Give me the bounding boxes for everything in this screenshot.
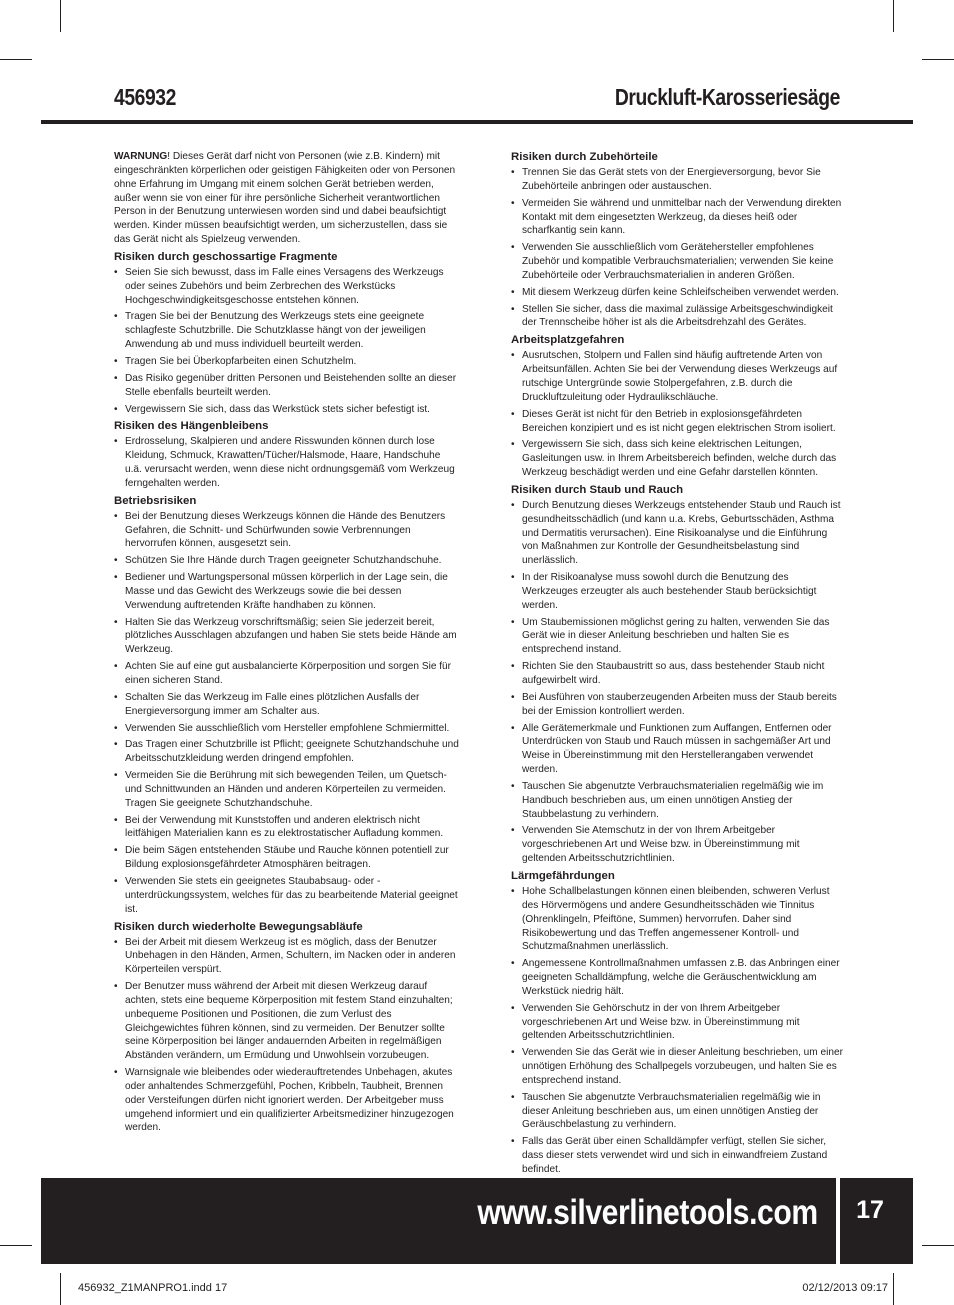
list-item-text: Schalten Sie das Werkzeug im Falle eines plötzlichen Ausfalls der Energieversorgung immer am Schalter aus.	[125, 691, 420, 717]
bullet-icon: •	[511, 1091, 515, 1103]
header-rule	[41, 120, 913, 124]
bullet-icon: •	[114, 403, 118, 415]
list-item-text: Seien Sie sich bewusst, dass im Falle eines Versagens des Werkzeugs oder seines Zubehörs und beim Zerbrechen des Werkstücks Hochgeschwindigkeitsgeschosse entstehen können.	[125, 266, 444, 306]
list-item	[511, 722, 846, 777]
bullet-icon: •	[114, 814, 118, 826]
bullet-icon: •	[114, 691, 118, 703]
list-item-text: Bei der Benutzung dieses Werkzeugs können die Hände des Benutzers Gefahren, die Schnitt- und Schürfwunden sowie Verbrennungen hervorrufen können, ausgesetzt sein.	[125, 510, 446, 550]
bullet-icon: •	[511, 286, 515, 298]
crop-mark	[60, 1273, 61, 1305]
list-item	[511, 349, 846, 404]
crop-mark	[893, 0, 894, 32]
section-heading: Risiken des Hängenbleibens	[114, 420, 269, 433]
left-sections	[114, 250, 459, 1135]
list-item	[114, 435, 459, 490]
list-item	[114, 372, 459, 400]
model-number: 456932	[114, 84, 176, 110]
list-item	[114, 310, 459, 352]
list-item	[511, 885, 846, 954]
bullet-icon: •	[114, 661, 118, 673]
list-item-text: Dieses Gerät ist nicht für den Betrieb in explosionsgefährdeten Bereichen konzipiert und es ist nicht gegen elektrischen Strom isoliert.	[522, 408, 836, 434]
bullet-icon: •	[114, 372, 118, 384]
list-item-text: Verwenden Sie Gehörschutz in der von Ihrem Arbeitgeber vorgeschriebenen Art und Weise bzw. in Übereinstimmung mit geltenden Arbeitsschutzrichtlinien.	[522, 1002, 800, 1042]
list-item-text: Vergewissern Sie sich, dass sich keine elektrischen Leitungen, Gasleitungen usw. in Ihrem Arbeitsbereich befinden, welche durch das Werkzeug beschädigt werden und eine Gefahr darstellen könnten.	[522, 439, 837, 479]
list-item	[114, 660, 459, 688]
bullet-icon: •	[511, 885, 515, 897]
bullet-icon: •	[114, 572, 118, 584]
page-header	[114, 84, 840, 116]
section-heading: Lärmgefährdungen	[511, 869, 615, 882]
list-item	[114, 936, 459, 978]
section-heading: Risiken durch geschossartige Fragmente	[114, 250, 338, 263]
bullet-icon: •	[511, 242, 515, 254]
crop-mark	[0, 59, 32, 60]
list-item	[114, 510, 459, 552]
bullet-icon: •	[114, 770, 118, 782]
bullet-list	[114, 510, 459, 917]
list-item-text: Verwenden Sie stets ein geeignetes Staubabsaug- oder -unterdrückungssystem, welches für das zu bearbeitende Material geeignet ist.	[125, 875, 458, 915]
product-title: Druckluft-Karosseriesäge	[614, 84, 840, 110]
list-item-text: Schützen Sie Ihre Hände durch Tragen geeigneter Schutzhandschuhe.	[125, 555, 442, 567]
list-item	[511, 616, 846, 658]
list-item	[511, 824, 846, 866]
list-item	[114, 403, 459, 417]
bullet-icon: •	[511, 499, 515, 511]
list-item-text: Durch Benutzung dieses Werkzeugs entstehender Staub und Rauch ist gesundheitsschädlich (und kann u.a. Krebs, Geburtsschäden, Asthma und Dermatitis verursachen). Eine Risikoanalyse und die Einführung von Maßnahmen zur Kontrolle der Gesundheitsbelastung sind unerlässlich.	[522, 499, 841, 567]
warning-label: WARNUNG	[114, 151, 168, 162]
section-heading: Betriebsrisiken	[114, 494, 197, 507]
bullet-icon: •	[511, 572, 515, 584]
section-heading: Arbeitsplatzgefahren	[511, 334, 625, 347]
list-item	[114, 769, 459, 811]
bullet-icon: •	[114, 722, 118, 734]
list-item-text: Die beim Sägen entstehenden Stäube und Rauche können potentiell zur Bildung explosionsgefährdeter Atmosphären beitragen.	[125, 845, 449, 871]
list-item-text: Vermeiden Sie während und unmittelbar nach der Verwendung direkten Kontakt mit dem eingesetzten Werkzeug, da dieses heiß oder scharfkantig sein kann.	[522, 197, 842, 237]
bullet-icon: •	[114, 739, 118, 751]
bullet-icon: •	[511, 303, 515, 315]
list-item	[511, 303, 846, 331]
bullet-icon: •	[511, 1002, 515, 1014]
list-item-text: Ausrutschen, Stolpern und Fallen sind häufig auftretende Arten von Arbeitsunfällen. Achten Sie bei der Verwendung dieses Werkzeugs auf rutschige Untergründe sowie Stolpergefahren, z.B. durch die Druckluftzuleitung oder Hydraulikschläuche.	[522, 350, 838, 403]
section-heading: Risiken durch Zubehörteile	[511, 151, 658, 163]
list-item-text: Der Benutzer muss während der Arbeit mit diesen Werkzeug darauf achten, stets eine bequeme Körperposition mit festem Stand einzuhalten; unbequeme Positionen und Positionen, die zum Verlust des Gleichgewichtes führen können, sind zu vermeiden. Der Benutzer sollte seine Körperposition bei länger andauernden Arbeiten in regelmäßigen Abständen verändern, um Ermüdung und Unwohlsein vorzubeugen.	[125, 981, 453, 1062]
list-item-text: Halten Sie das Werkzeug vorschriftsmäßig; seien Sie jederzeit bereit, plötzliches Ausschlagen abzufangen und haben Sie stets beide Hände am Werkzeug.	[125, 616, 457, 656]
list-item-text: Richten Sie den Staubaustritt so aus, dass bestehender Staub nicht aufgewirbelt wird.	[522, 661, 825, 686]
section-heading: Risiken durch Staub und Rauch	[511, 483, 684, 496]
bullet-list	[511, 166, 846, 330]
right-sections	[511, 150, 846, 1177]
bullet-icon: •	[511, 350, 515, 362]
bullet-icon: •	[511, 197, 515, 209]
list-item-text: Tragen Sie bei der Benutzung des Werkzeugs stets eine geeignete schlagfeste Schutzbrille. Die Schutzklasse hängt von der jeweiligen Anwendung ab und muss individuell beurteilt werden.	[125, 311, 426, 351]
list-item-text: Tauschen Sie abgenutzte Verbrauchsmaterialien regelmäßig wie in dieser Anleitung beschrieben aus, um einen unnötigen Anstieg der Geräuschbelastung zu verhindern.	[522, 1091, 821, 1131]
page-number-box	[840, 1178, 913, 1264]
bullet-list	[114, 435, 459, 490]
right-column	[511, 150, 846, 1180]
bullet-icon: •	[511, 722, 515, 734]
section-heading: Risiken durch wiederholte Bewegungsabläufe	[114, 920, 363, 933]
list-item	[511, 408, 846, 436]
list-item	[511, 197, 846, 239]
bullet-icon: •	[114, 936, 118, 948]
crop-mark	[922, 1245, 954, 1246]
list-item-text: Tauschen Sie abgenutzte Verbrauchsmaterialien regelmäßig wie im Handbuch beschrieben aus, um einen unnötigen Anstieg der Staubbelastung zu verhindern.	[522, 780, 824, 820]
footer-bar	[41, 1178, 836, 1264]
list-item-text: Bei der Verwendung mit Kunststoffen und anderen elektrisch nicht leitfähigen Materialien kann es zu elektrostatischer Aufladung kommen.	[125, 814, 444, 840]
list-item	[114, 616, 459, 658]
bullet-list	[114, 266, 459, 416]
bullet-icon: •	[511, 1136, 515, 1148]
bullet-icon: •	[511, 825, 515, 837]
list-item-text: Angemessene Kontrollmaßnahmen umfassen z.B. das Anbringen einer geeigneten Schalldämpfung, welche die Geräuschentwicklung am Werkstück niedrig hält.	[522, 958, 840, 997]
bullet-icon: •	[511, 780, 515, 792]
list-item-text: Verwenden Sie Atemschutz in der von Ihrem Arbeitgeber vorgeschriebenen Art und Weise bzw. in Übereinstimmung mit geltenden Arbeitsschutzrichtlinien.	[522, 825, 800, 865]
list-item	[511, 957, 846, 999]
list-item-text: Das Tragen einer Schutzbrille ist Pflicht; geeignete Schutzhandschuhe und Arbeitsschutzkleidung werden dringend empfohlen.	[125, 739, 459, 765]
list-item-text: Hohe Schallbelastungen können einen bleibenden, schweren Verlust des Hörvermögens und andere Gesundheitsschäden wie Tinnitus (Ohrenklingeln, Pfeiftöne, Summen) hervorrufen. Daher sind Risikobewertung und das Treffen angemessener Kontroll- und Schutzmaßnahmen unerlässlich.	[522, 885, 830, 953]
bullet-icon: •	[511, 408, 515, 420]
list-item	[511, 438, 846, 480]
list-item-text: Tragen Sie bei Überkopfarbeiten einen Schutzhelm.	[125, 355, 357, 367]
list-item-text: Vermeiden Sie die Berührung mit sich bewegenden Teilen, um Quetsch- und Schnittwunden an Händen und anderen Körperteilen zu vermeiden. Tragen Sie geeignete Schutzhandschuhe.	[125, 770, 447, 809]
bullet-icon: •	[114, 311, 118, 323]
list-item	[114, 738, 459, 766]
list-item-text: In der Risikoanalyse muss sowohl durch die Benutzung des Werkzeuges erzeugter als auch bestehender Staub berücksichtigt werden.	[522, 572, 817, 611]
list-item	[114, 722, 459, 736]
bullet-icon: •	[114, 616, 118, 628]
list-item	[114, 691, 459, 719]
list-item-text: Bediener und Wartungspersonal müssen körperlich in der Lage sein, die Masse und das Gewicht des Werkzeugs sowie die bei dessen Verwendung auftretenden Kräfte handhaben zu können.	[125, 572, 448, 611]
list-item-text: Verwenden Sie das Gerät wie in dieser Anleitung beschrieben, um einer unnötigen Erhöhung des Schallpegels vorzubeugen, und halten Sie es entsprechend instand.	[522, 1047, 843, 1086]
list-item-text: Verwenden Sie ausschließlich vom Gerätehersteller empfohlenes Zubehör und kompatible Verbrauchsmaterialien; verwenden Sie keine Zubehörteile oder Verbrauchsmaterialien in anderen Größen.	[522, 242, 834, 281]
list-item	[511, 1046, 846, 1088]
list-item-text: Alle Gerätemerkmale und Funktionen zum Auffangen, Entfernen oder Unterdrücken von Staub und Rauch müssen in sachgemäßer Art und Weise in Übereinstimmung mit den Herstellerangaben verwendet werden.	[522, 722, 832, 776]
bullet-list	[114, 936, 459, 1136]
slug-file: 456932_Z1MANPRO1.indd 17	[78, 1282, 228, 1294]
crop-mark	[893, 1273, 894, 1305]
list-item-text: Achten Sie auf eine gut ausbalancierte Körperposition und sorgen Sie für einen sicheren Stand.	[125, 661, 452, 686]
slug-date: 02/12/2013 09:17	[802, 1282, 888, 1294]
list-item	[114, 266, 459, 308]
bullet-list	[511, 349, 846, 480]
bullet-icon: •	[114, 845, 118, 857]
list-item	[114, 554, 459, 568]
list-item	[511, 660, 846, 688]
warning-text: ! Dieses Gerät darf nicht von Personen (wie z.B. Kindern) mit eingeschränkten körperlichen oder geistigen Fähigkeiten oder von Personen ohne Erfahrung im Umgang mit einem solchen Gerät betrieben werden, außer wenn sie von einer für ihre persönliche Sicherheit verantwortlichen Person in der Benutzung unterwiesen worden sind und dabei beaufsichtigt werden. Kinder müssen beaufsichtigt werden, um sicherzustellen, dass sie das Gerät nicht als Spielzeug verwenden.	[114, 151, 456, 246]
bullet-icon: •	[114, 555, 118, 567]
list-item	[511, 1002, 846, 1044]
list-item-text: Stellen Sie sicher, dass die maximal zulässige Arbeitsgeschwindigkeit der Trennscheibe höher ist als die Arbeitsdrehzahl des Gerätes.	[522, 303, 833, 329]
list-item-text: Das Risiko gegenüber dritten Personen und Beistehenden sollte an dieser Stelle ebenfalls beurteilt werden.	[125, 372, 457, 398]
left-column	[114, 150, 459, 1138]
bullet-icon: •	[114, 875, 118, 887]
bullet-icon: •	[114, 266, 118, 278]
list-item-text: Falls das Gerät über einen Schalldämpfer verfügt, stellen Sie sicher, dass dieser stets verwendet wird und sich in einwandfreiem Zustand befindet.	[522, 1136, 828, 1175]
list-item-text: Verwenden Sie ausschließlich vom Hersteller empfohlene Schmiermittel.	[125, 722, 450, 734]
list-item	[114, 355, 459, 369]
list-item-text: Bei der Arbeit mit diesem Werkzeug ist es möglich, dass der Benutzer Unbehagen in den Händen, Armen, Schultern, im Nacken oder in anderen Körperteilen verspürt.	[125, 936, 456, 976]
bullet-icon: •	[511, 691, 515, 703]
list-item-text: Um Staubemissionen möglichst gering zu halten, verwenden Sie das Gerät wie in dieser Anleitung beschrieben und halten Sie es entsprechend instand.	[522, 616, 830, 656]
list-item	[114, 814, 459, 842]
bullet-icon: •	[114, 1067, 118, 1079]
list-item	[511, 241, 846, 283]
list-item	[114, 1066, 459, 1135]
bullet-list	[511, 499, 846, 866]
list-item	[114, 844, 459, 872]
list-item	[114, 571, 459, 613]
list-item	[511, 1135, 846, 1177]
crop-mark	[60, 0, 61, 32]
list-item-text: Trennen Sie das Gerät stets von der Energieversorgung, bevor Sie Zubehörteile anbringen oder austauschen.	[522, 167, 821, 192]
list-item-text: Bei Ausführen von stauberzeugenden Arbeiten muss der Staub bereits bei der Emission kontrolliert werden.	[522, 691, 837, 717]
page-number: 17	[856, 1196, 884, 1224]
list-item	[511, 1091, 846, 1133]
warning-paragraph	[114, 150, 459, 247]
list-item	[114, 980, 459, 1063]
bullet-icon: •	[114, 355, 118, 367]
bullet-icon: •	[511, 958, 515, 970]
bullet-icon: •	[511, 616, 515, 628]
bullet-icon: •	[511, 661, 515, 673]
list-item-text: Warnsignale wie bleibendes oder wiederauftretendes Unbehagen, akutes oder anhaltendes Schmerzgefühl, Pochen, Kribbeln, Taubheit, Brennen oder Versteifungen dürfen nicht ignoriert werden. Der Arbeitgeber muss umgehend informiert und ein qualifizierter Arbeitsmediziner hinzugezogen werden.	[125, 1067, 454, 1134]
list-item	[511, 691, 846, 719]
list-item-text: Mit diesem Werkzeug dürfen keine Schleifscheiben verwendet werden.	[522, 286, 839, 298]
list-item	[114, 875, 459, 917]
bullet-icon: •	[114, 436, 118, 448]
list-item	[511, 571, 846, 613]
list-item	[511, 780, 846, 822]
bullet-icon: •	[511, 439, 515, 451]
bullet-list	[511, 885, 846, 1177]
crop-mark	[922, 59, 954, 60]
list-item	[511, 166, 846, 194]
list-item	[511, 499, 846, 568]
bullet-icon: •	[114, 510, 118, 522]
list-item	[511, 286, 846, 300]
list-item-text: Erdrosselung, Skalpieren und andere Risswunden können durch lose Kleidung, Schmuck, Krawatten/Tücher/Halsmode, Haare, Handschuhe u.ä. verursacht werden, wenn diese nicht ordnungsgemäß vom Werkzeug ferngehalten werden.	[125, 436, 455, 489]
website-link[interactable]: www.silverlinetools.com	[477, 1193, 818, 1232]
bullet-icon: •	[511, 1047, 515, 1059]
list-item-text: Vergewissern Sie sich, dass das Werkstück stets sicher befestigt ist.	[125, 403, 430, 415]
bullet-icon: •	[114, 981, 118, 993]
crop-mark	[0, 1245, 32, 1246]
bullet-icon: •	[511, 167, 515, 178]
